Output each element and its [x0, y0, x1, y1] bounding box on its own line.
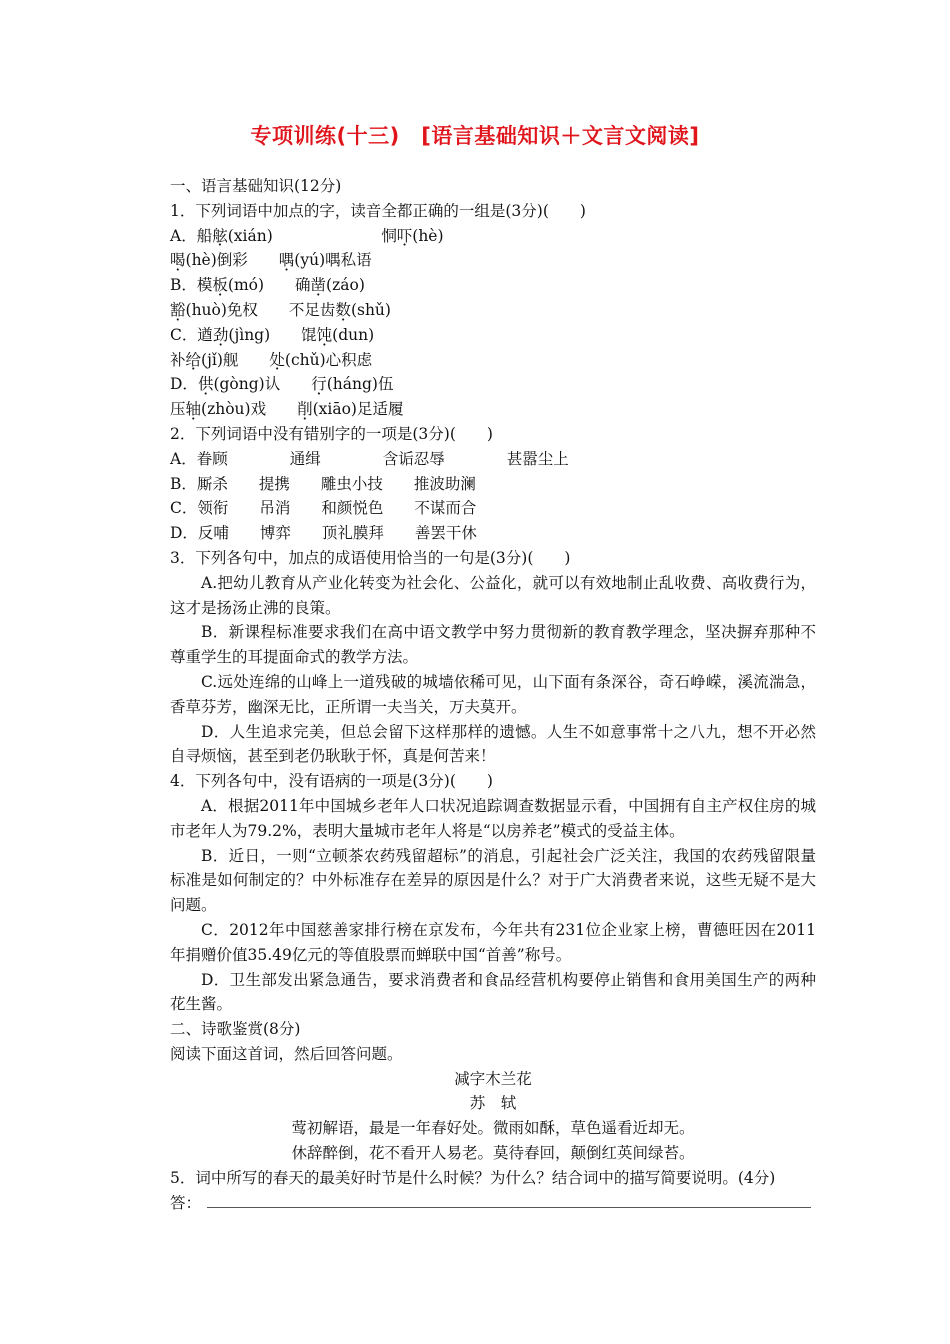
- q2-option-a: A．眷顾 通缉 含诟忍辱 甚嚣尘上: [170, 449, 569, 468]
- q3-option-c: C.远处连绵的山峰上一道残破的城墙依稀可见，山下面有条深谷，奇石峥嵘，溪流湍急，香草芬芳，幽深无比，正所谓一夫当关，万夫莫开。: [170, 672, 816, 716]
- section1-heading: 一、语言基础知识(12分): [170, 177, 342, 195]
- q1-option-a-line1: A．船舷(xián) 恫吓(hè): [170, 226, 444, 245]
- section2-intro: 阅读下面这首词，然后回答问题。: [170, 1044, 403, 1063]
- q1-option-c-line2: 补给(jǐ)舰 处(chǔ)心积虑: [170, 350, 373, 369]
- answer-line[interactable]: [207, 1206, 811, 1208]
- q1-option-b-line2: 豁(huò)免权 不足齿数(shǔ): [170, 300, 391, 319]
- q1-option-a-line2: 喝(hè)倒彩 喁(yú)喁私语: [170, 251, 372, 270]
- q3-option-a: A.把幼儿教育从产业化转变为社会化、公益化，就可以有效地制止乱收费、高收费行为，这才是扬汤止沸的良策。: [170, 573, 816, 617]
- q1-option-c-line1: C．遒劲(jìng) 馄饨(dun): [170, 325, 375, 344]
- q4-option-c: C．2012年中国慈善家排行榜在京发布，今年共有231位企业家上榜，曹德旺因在2011年捐赠价值35.49亿元的等值股票而蝉联中国“首善”称号。: [170, 920, 816, 964]
- q2-option-b: B．厮杀 提携 雕虫小技 推波助澜: [170, 474, 476, 493]
- q4-option-a: A．根据2011年中国城乡老年人口状况追踪调查数据显示看，中国拥有自主产权住房的城市老年人为79.2%，表明大量城市老年人将是“以房养老”模式的受益主体。: [170, 796, 816, 840]
- poem-line-2: 休辞醉倒，花不看开人易老。莫待春回，颠倒红英间绿苔。: [291, 1144, 695, 1163]
- q5-answer-row: [170, 1191, 816, 1216]
- poem-title: 减字木兰花: [454, 1069, 532, 1088]
- q2-option-c: C．领衔 吊消 和颜悦色 不谋而合: [170, 499, 477, 518]
- q1-stem: 1．下列词语中加点的字，读音全都正确的一组是(3分)( ): [170, 201, 586, 220]
- q1-option-d-line2: 压轴(zhòu)戏 削(xiāo)足适履: [170, 400, 404, 419]
- poem-line-1: 莺初解语，最是一年春好处。微雨如酥，草色遥看近却无。: [291, 1119, 695, 1138]
- answer-label: 答：: [170, 1193, 202, 1212]
- q4-stem: 4．下列各句中，没有语病的一项是(3分)( ): [170, 772, 493, 791]
- q1-option-d-line1: D．供(gòng)认 行(háng)伍: [170, 375, 394, 394]
- q4-option-d: D．卫生部发出紧急通告，要求消费者和食品经营机构要停止销售和食用美国生产的两种花生酱。: [170, 970, 816, 1014]
- q2-option-d: D．反哺 博弈 顶礼膜拜 善罢干休: [170, 524, 477, 543]
- q5-stem: 5．词中所写的春天的最美好时节是什么时候？为什么？结合词中的描写简要说明。(4分): [170, 1168, 776, 1187]
- poem-author: 苏 轼: [469, 1094, 517, 1113]
- document-body: [170, 174, 816, 1215]
- q2-stem: 2．下列词语中没有错别字的一项是(3分)( ): [170, 424, 493, 443]
- q3-option-b: B．新课程标准要求我们在高中语文教学中努力贯彻新的教育教学理念，坚决摒弃那种不尊重学生的耳提面命式的教学方法。: [170, 623, 816, 667]
- page-title: 专项训练(十三) [语言基础知识＋文言文阅读]: [250, 124, 700, 148]
- section2-heading: 二、诗歌鉴赏(8分): [170, 1020, 301, 1039]
- q3-stem: 3．下列各句中，加点的成语使用恰当的一句是(3分)( ): [170, 548, 571, 567]
- q3-option-d: D．人生追求完美，但总会留下这样那样的遗憾。人生不如意事常十之八九，想不开必然自寻烦恼，甚至到老仍耿耿于怀，真是何苦来！: [170, 722, 816, 766]
- q4-option-b: B．近日，一则“立顿茶农药残留超标”的消息，引起社会广泛关注，我国的农药残留限量标准是如何制定的？中外标准存在差异的原因是什么？对于广大消费者来说，这些无疑不是大问题。: [170, 846, 816, 915]
- q1-option-b-line1: B．模板(mó) 确凿(záo): [170, 276, 365, 295]
